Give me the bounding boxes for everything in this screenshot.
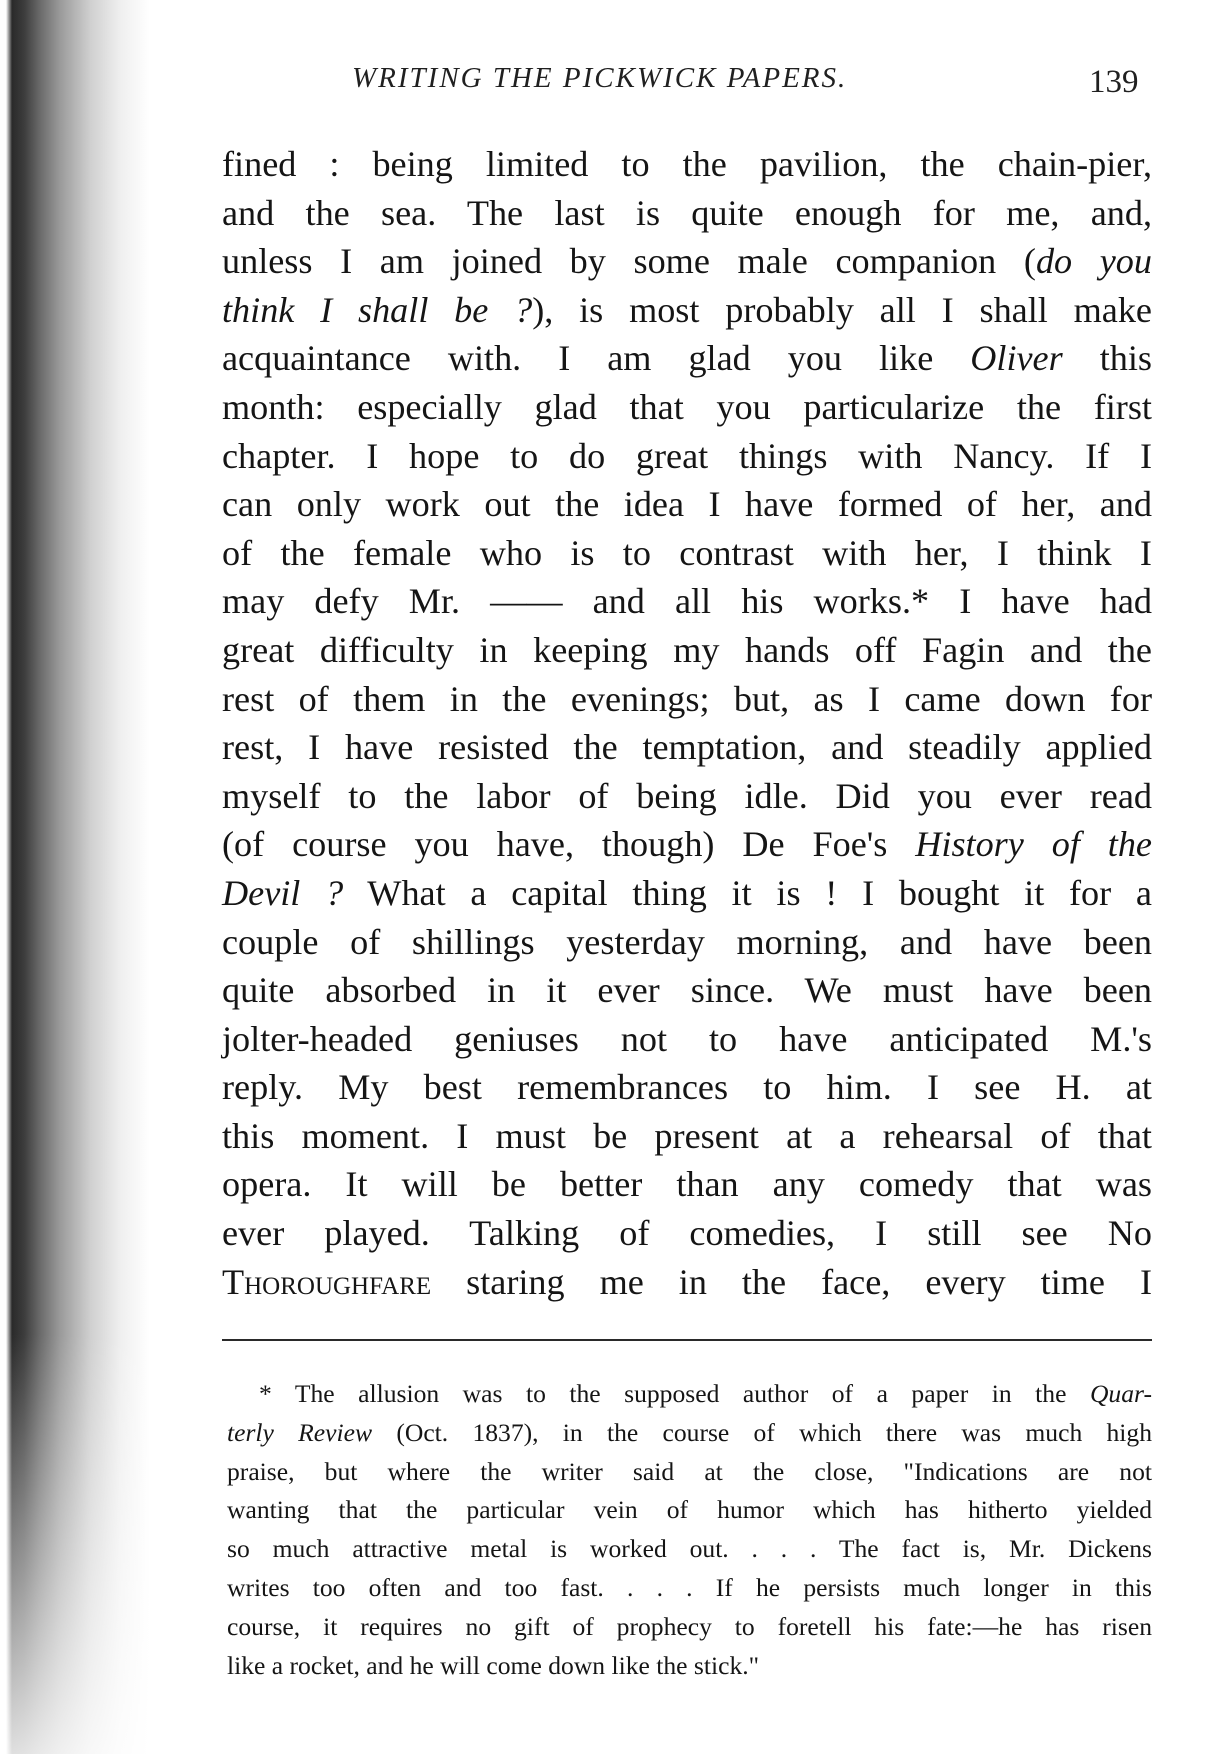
body-line: think I shall be ?), is most probably all I shall make: [222, 289, 1152, 330]
body-line: rest of them in the evenings; but, as I came down for: [222, 678, 1152, 719]
body-line: myself to the labor of being idle. Did you ever read: [222, 775, 1152, 816]
body-line: ever played. Talking of comedies, I still see No: [222, 1213, 1152, 1254]
body-line: fined : being limited to the pavilion, the chain-pier,: [222, 144, 1152, 184]
footnote-divider-rule: [222, 1339, 1152, 1341]
book-title-oliver: Oliver: [970, 338, 1063, 379]
footnote-line: course, it requires no gift of prophecy to foretell his fate:—he has risen: [227, 1611, 1152, 1641]
book-title-history-of-the-devil: History of the: [915, 824, 1152, 865]
body-line: couple of shillings yesterday morning, and have been: [222, 921, 1152, 962]
body-line: chapter. I hope to do great things with Nancy. If I: [222, 435, 1152, 476]
body-line: month: especially glad that you particularize the first: [222, 386, 1152, 427]
footnote-line: * The allusion was to the supposed author of a paper in the Quar-: [259, 1379, 1152, 1408]
body-line: rest, I have resisted the temptation, and steadily applied: [222, 727, 1152, 768]
footnote-line: writes too often and too fast. . . . If he persists much longer in this: [227, 1572, 1152, 1602]
footnote-line: so much attractive metal is worked out. . . . The fact is, Mr. Dickens: [227, 1534, 1152, 1564]
body-line: acquaintance with. I am glad you like Oliver this: [222, 338, 1152, 379]
binding-gutter-fade: [0, 1334, 150, 1754]
footnote-line: praise, but where the writer said at the close, "Indications are not: [227, 1456, 1152, 1486]
body-line: and the sea. The last is quite enough for me, and,: [222, 192, 1152, 233]
page-number: 139: [1089, 64, 1139, 100]
body-line: may defy Mr. —— and all his works.* I have had: [222, 581, 1152, 622]
body-line: great difficulty in keeping my hands off Fagin and the: [222, 629, 1152, 670]
italic-phrase: do you: [1035, 241, 1152, 282]
book-title-history-of-the-devil: Devil ?: [222, 872, 344, 913]
body-line: quite absorbed in it ever since. We must have been: [222, 970, 1152, 1011]
body-line: Thoroughfare staring me in the face, every time I: [222, 1261, 1152, 1302]
italic-phrase: think I shall be ?: [222, 289, 533, 330]
italic-phrase: terly Review: [227, 1417, 373, 1447]
footnote-line: terly Review (Oct. 1837), in the course of which there was much high: [227, 1417, 1152, 1447]
italic-phrase: Quar-: [1089, 1379, 1152, 1408]
footnote: [227, 1375, 1152, 1685]
body-line: (of course you have, though) De Foe's History of the: [222, 824, 1152, 865]
running-head-title: WRITING THE PICKWICK PAPERS.: [352, 62, 848, 94]
body-line: can only work out the idea I have formed of her, and: [222, 484, 1152, 525]
small-caps-title-no-thoroughfare: Thoroughfare: [222, 1261, 432, 1302]
body-line: this moment. I must be present at a rehearsal of that: [222, 1115, 1152, 1156]
main-body-text: [222, 140, 1152, 1306]
body-line: Devil ? What a capital thing it is ! I bought it for a: [222, 872, 1152, 913]
footnote-line: like a rocket, and he will come down like the stick.": [227, 1650, 760, 1680]
body-line: of the female who is to contrast with her, I think I: [222, 532, 1152, 573]
body-line: unless I am joined by some male companion (do you: [222, 241, 1152, 282]
body-line: jolter-headed geniuses not to have anticipated M.'s: [222, 1018, 1152, 1059]
body-line: reply. My best remembrances to him. I see H. at: [222, 1067, 1152, 1108]
body-line: opera. It will be better than any comedy that was: [222, 1164, 1152, 1205]
footnote-line: wanting that the particular vein of humor which has hitherto yielded: [227, 1495, 1152, 1525]
